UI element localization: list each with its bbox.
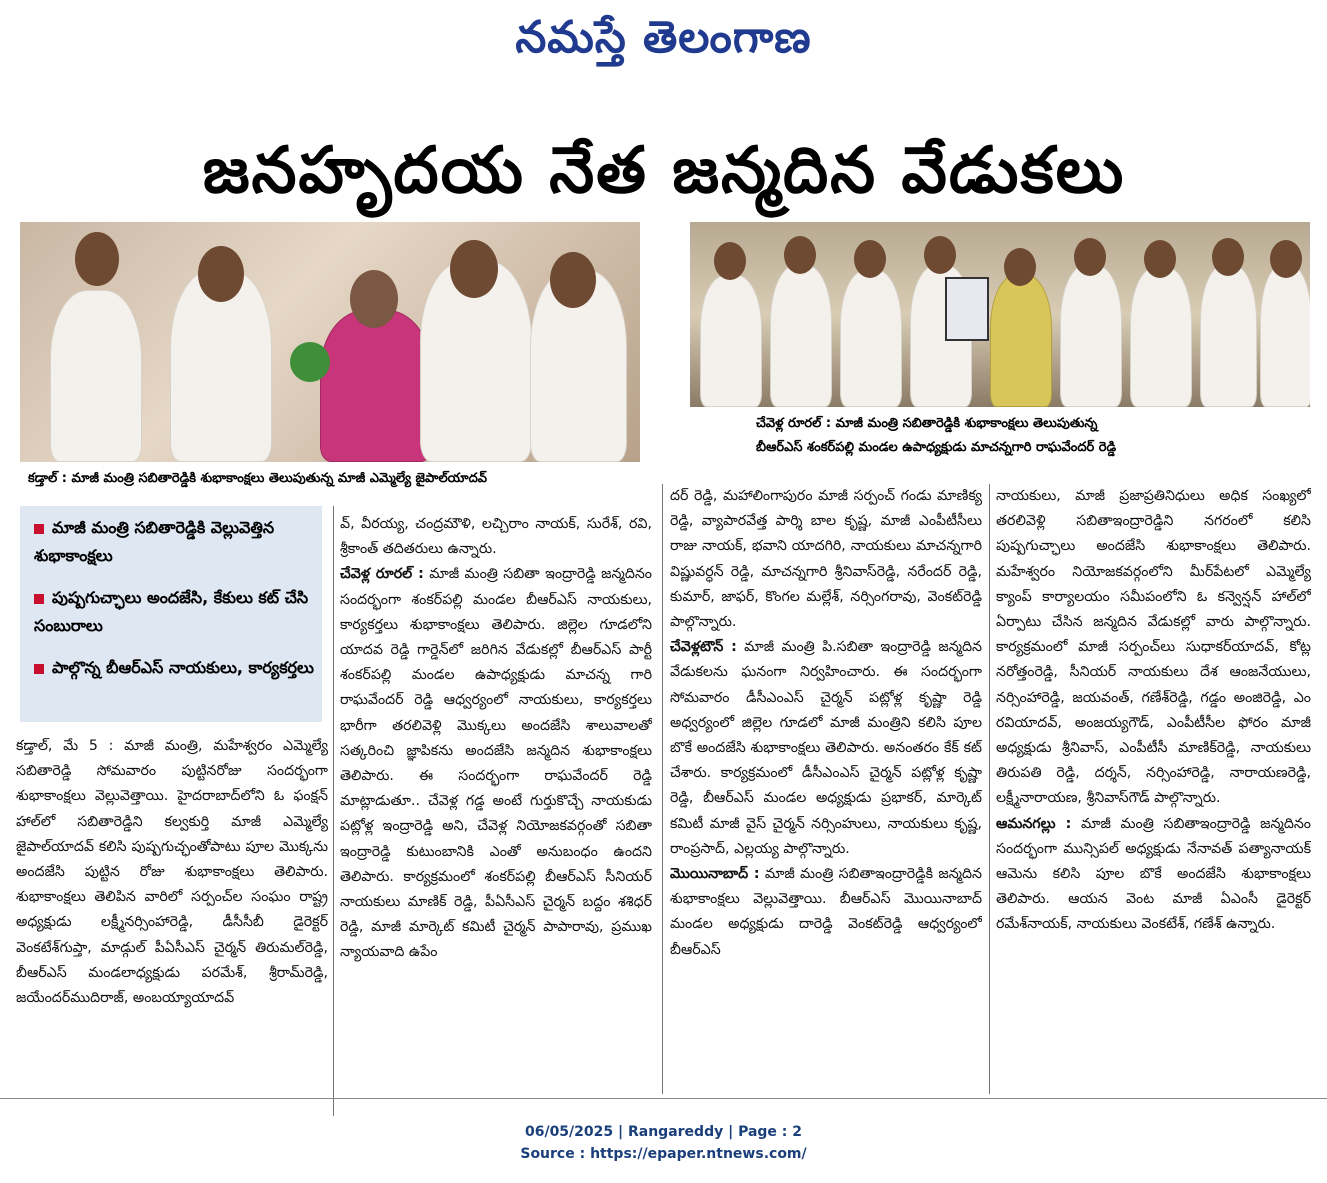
- footer-source-link[interactable]: Source : https://epaper.ntnews.com/: [520, 1146, 807, 1162]
- photo-kadthal-greeting: [20, 222, 640, 462]
- square-bullet-icon: [34, 524, 44, 534]
- paragraph: చేవెళ్లటౌన్ : మాజీ మంత్రి పి.సబితా ఇంద్రారెడ్డి జన్మదిన వేడుకలను ఘనంగా నిర్వహించారు. ఈ సందర్భంగా సోమవారం డీసీఎంఎస్ చైర్మన్ పట్లోళ్ల కృష్ణా రెడ్డి అధ్వర్యంలో జిల్లెల గూడలో మాజీ మంత్రిని కలిసి పూల బొకే అందజేసి శుభాకాంక్షలు తెలిపారు. అనంతరం కేక్ కట్ చేశారు. కార్యక్రమంలో డీసీఎంఎస్ చైర్మన్ పట్లోళ్ల కృష్ణా రెడ్డి, బీఆర్‌ఎస్ మండల అధ్యక్షుడు ప్రభాకర్, మార్కెట్ కమిటీ మాజీ వైస్ చైర్మన్ నర్సింహులు, నాయకులు కృష్ణ, రాంప్రసాద్, ఎల్లయ్య పాల్గొన్నారు.: [670, 639, 982, 857]
- photo-caption-left: కడ్తాల్ : మాజీ మంత్రి సబితారెడ్డికి శుభాకాంక్షలు తెలుపుతున్న మాజీ ఎమ్మెల్యే జైపాల్‌యాదవ్: [28, 471, 487, 486]
- paragraph: దర్ రెడ్డి, మహాలింగాపురం మాజీ సర్పంచ్ గండు మాణిక్య రెడ్డి, వ్యాపారవేత్త పార్శి బాల కృష్ణ, మాజీ ఎంపీటీసీలు రాజు నాయక్, భవాని యాదగిరి, నాయకులు మాచన్నగారి విష్ణువర్ధన్ రెడ్డి, మాచన్నగారి శ్రీనివాస్‌రెడ్డి, నరేందర్ రెడ్డి, కుమార్, జాఫర్, కొంగల మల్లేశ్, నర్సింగరావు, వెంకట్‌రెడ్డి పాల్గొన్నారు.: [670, 488, 982, 631]
- photo-caption-right-line2: బీఆర్‌ఎస్ శంకర్‌పల్లి మండల ఉపాధ్యక్షుడు మాచన్నగారి రాఘవేందర్ రెడ్డి: [756, 440, 1117, 455]
- highlight-item: పుష్పగుచ్ఛాలు అందజేసి, కేకులు కట్ చేసి సంబురాలు: [34, 588, 309, 635]
- paragraph: ఆమనగల్లు : మాజీ మంత్రి సబితాఇంద్రారెడ్డి జన్మదినం సందర్భంగా మున్సిపల్ అధ్యక్షుడు నేనావత్ పత్యానాయక్ ఆమెను కలిసి పూల బొకే అందజేసి శుభాకాంక్షలు తెలిపారు. ఆయన వెంట మాజీ ఏఎంసీ డైరెక్టర్ రమేశ్‌నాయక్, నాయకులు వెంకటేశ్, గణేశ్ ఉన్నారు.: [996, 815, 1311, 933]
- paragraph: వ్, వీరయ్య, చంద్రమౌళి, లచ్చిరాం నాయక్, సురేశ్, రవి, శ్రీకాంత్ తదితరులు ఉన్నారు.: [340, 516, 652, 558]
- paragraph: చేవెళ్ల రూరల్ : మాజీ మంత్రి సబితా ఇంద్రారెడ్డి జన్మదినం సందర్భంగా శంకర్‌పల్లి మండల బీఆర్‌ఎస్ నాయకులు, కార్యకర్తలు శుభాకాంక్షలు తెలిపారు. జిల్లెల గూడలోని యాదవ రెడ్డి గార్డెన్‌లో జరిగిన వేడుకల్లో బీఆర్‌ఎస్ పార్టీ శంకర్‌పల్లి మండల ఉపాధ్యక్షుడు మాచన్న గారి రాఘవేందర్ రెడ్డి ఆధ్వర్యంలో నాయకులు, కార్యకర్తలు భారీగా తరలివెళ్లి మొక్కలు అందజేసి శాలువాలతో సత్కరించి జ్ఞాపికను అందజేసి జన్మదిన శుభాకాంక్షలు తెలిపారు. ఈ సందర్భంగా రాఘవేందర్ రెడ్డి మాట్లాడుతూ.. చేవెళ్ల గడ్డ అంటే గుర్తుకొచ్చే నాయకుడు పట్లోళ్ల ఇంద్రారెడ్డి అని, చేవెళ్ల నియోజకవర్గంతో సబితా ఇంద్రారెడ్డి కుటుంబానికి ఎంతో అనుబంధం ఉందని తెలిపారు. కార్యక్రమంలో శంకర్‌పల్లి బీఆర్‌ఎస్ సీనియర్ నాయకులు మాణిక్ రెడ్డి, పీఏసీఎస్ చైర్మన్ బద్దం శశిధర్ రెడ్డి, మాజీ మార్కెట్ కమిటీ చైర్మన్ పాపారావు, ప్రముఖ న్యాయవాది ఉపేం: [340, 566, 652, 961]
- dateline: చేవెళ్లటౌన్ :: [670, 639, 737, 656]
- article-column-1: [16, 734, 328, 1094]
- article-column-3: [670, 484, 982, 1094]
- dateline: ఆమనగల్లు :: [996, 815, 1072, 832]
- column-divider: [662, 484, 663, 1094]
- paragraph: నాయకులు, మాజీ ప్రజాప్రతినిధులు అధిక సంఖ్యలో తరలివెళ్లి సబితాఇంద్రారెడ్డిని నగరంలో కలిసి పుష్పగుచ్ఛాలు అందజేసి శుభాకాంక్షలు తెలిపారు. మహేశ్వరం నియోజకవర్గంలోని మీర్‌పేటలో ఎమ్మెల్యే క్యాంప్ కార్యాలయం సమీపంలోని ఓ కన్వెన్షన్ హాల్‌లో ఏర్పాటు చేసిన జన్మదిన వేడుకల్లో వారు పాల్గొన్నారు. కార్యక్రమంలో మాజీ సర్పంచ్‌లు సుధాకర్‌యాదవ్, కోట్ల నరోత్తంరెడ్డి, సీనియర్ నాయకులు దేశ ఆంజనేయులు, నర్సింహారెడ్డి, జయవంత్, గణేశ్‌రెడ్డి, గడ్డం అంజిరెడ్డి, ఎం రవియాదవ్, అంజయ్యగౌడ్, ఎంపీటీసీల ఫోరం మాజీ అధ్యక్షుడు శ్రీనివాస్, ఎంపీటీసీ మాణిక్‌రెడ్డి, నాయకులు తిరుపతి రెడ్డి, దర్శన్, నర్సింహారెడ్డి, నారాయణరెడ్డి, లక్ష్మీనారాయణ, శ్రీనివాస్‌గౌడ్ పాల్గొన్నారు.: [996, 488, 1311, 807]
- square-bullet-icon: [34, 664, 44, 674]
- article-headline: జనహృదయ నేత జన్మదిన వేడుకలు: [202, 134, 1126, 208]
- highlight-item: పాల్గొన్న బీఆర్‌ఎస్ నాయకులు, కార్యకర్తలు: [34, 654, 314, 682]
- footer-divider: [0, 1098, 1327, 1099]
- newspaper-masthead: నమస్తే తెలంగాణ: [515, 12, 812, 63]
- photo-caption-right-line1: చేవెళ్ల రూరల్ : మాజీ మంత్రి సబితారెడ్డికి శుభాకాంక్షలు తెలుపుతున్న: [756, 416, 1098, 431]
- photo-chevella-rural-greeting: [690, 222, 1310, 407]
- footer-edition-info: 06/05/2025 | Rangareddy | Page : 2: [524, 1124, 803, 1140]
- dateline: చేవెళ్ల రూరల్ :: [340, 566, 424, 583]
- column-divider: [333, 506, 334, 1116]
- highlights-box: [20, 506, 322, 722]
- article-column-2: [340, 512, 652, 1094]
- column-divider: [989, 484, 990, 1094]
- highlight-item: మాజీ మంత్రి సబితారెడ్డికి వెల్లువెత్తిన శుభాకాంక్షలు: [34, 518, 275, 565]
- dateline: మొయినాబాద్ :: [670, 866, 760, 883]
- article-column-4: [996, 484, 1311, 1094]
- paragraph: మొయినాబాద్ : మాజీ మంత్రి సబితాఇంద్రారెడ్డికి జన్మదిన శుభాకాంక్షలు వెల్లువెత్తాయి. బీఆర్‌ఎస్ మొయినాబాద్ మండల అధ్యక్షుడు దారెడ్డి వెంకట్‌రెడ్డి ఆధ్వర్యంలో బీఆర్‌ఎస్: [670, 866, 982, 958]
- square-bullet-icon: [34, 594, 44, 604]
- paragraph: కడ్తాల్, మే 5 : మాజీ మంత్రి, మహేశ్వరం ఎమ్మెల్యే సబితారెడ్డి సోమవారం పుట్టినరోజు సందర్భంగా శుభాకాంక్షలు వెల్లువెత్తాయి. హైదరాబాద్‌లోని ఓ ఫంక్షన్ హాల్‌లో సబితారెడ్డిని కల్వకుర్తి మాజీ ఎమ్మెల్యే జైపాల్‌యాదవ్ కలిసి పుష్పగుచ్ఛంతోపాటు పూల మొక్కను అందజేసి పుట్టిన రోజు శుభాకాంక్షలు తెలిపారు. శుభాకాంక్షలు తెలిపిన వారిలో సర్పంచ్‌ల సంఘం రాష్ట్ర అధ్యక్షుడు లక్ష్మీనర్సింహారెడ్డి, డీసీసీబీ డైరెక్టర్ వెంకటేశ్‌గుప్తా, మాడ్గుల్ పీఏసీఎస్ చైర్మన్ తిరుమల్‌రెడ్డి, బీఆర్‌ఎస్ మండలాధ్యక్షుడు పరమేశ్, శ్రీరామ్‌రెడ్డి, జయేందర్‌ముదిరాజ్, అంబయ్యాయాదవ్: [16, 738, 328, 1007]
